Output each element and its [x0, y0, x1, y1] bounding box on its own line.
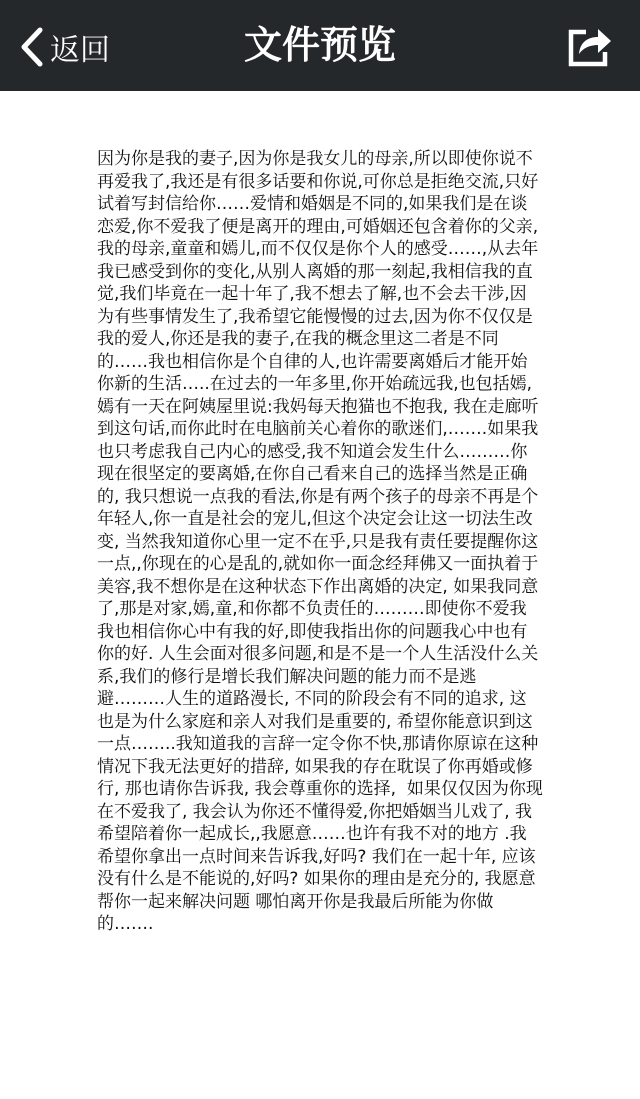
top-navigation-bar [0, 0, 640, 91]
document-body-text: 因为你是我的妻子,因为你是我女儿的母亲,所以即使你说不再爱我了,我还是有很多话要和你说,可你总是拒绝交流,只好试着写封信给你……爱情和婚姻是不同的,如果我们是在谈恋爱,你不爱我了便是离开的理由,可婚姻还包含着你的父亲,我的母亲,童童和嫣儿,而不仅仅是你个人的感受……,从去年我已感受到你的变化,从别人离婚的那一刻起,我相信我的直觉,我们毕竟在一起十年了,我不想去了解,也不会去干涉,因为有些事情发生了,我希望它能慢慢的过去,因为你不仅仅是我的爱人,你还是我的妻子,在我的概念里这二者是不同的……我也相信你是个自律的人,也许需要离婚后才能开始你新的生活…..在过去的一年多里,你开始疏远我,也包括嫣,嫣有一天在阿姨屋里说:我妈每天抱猫也不抱我, 我在走廊听到这句话,而你此时在电脑前关心着你的歌迷们,…….如果我也只考虑我自己内心的感受,我不知道会发生什么………你现在很坚定的要离婚,在你自己看来自己的选择当然是正确的, 我只想说一点我的看法,你是有两个孩子的母亲不再是个年轻人,你一直是社会的宠儿,但这个决定会让这一切法生改变, 当然我知道你心里一定不在乎,只是我有责任要提醒你这一点,,你现在的心是乱的,就如你一面念经拜佛又一面执着于美容,我不想你是在这种状态下作出离婚的决定, 如果我同意了,那是对家,嫣,童,和你都不负责任的………即使你不爱我我也相信你心中有我的好,即使我指出你的问题我心中也有你的好. 人生会面对很多问题,和是不是一个人生活没什么关系,我们的修行是增长我们解决问题的能力而不是逃避………人生的道路漫长, 不同的阶段会有不同的追求, 这也是为什么家庭和亲人对我们是重要的, 希望你能意识到这一点……..我知道我的言辞一定令你不快,那请你原谅在这种情况下我无法更好的措辞, 如果我的存在耽误了你再婚或修行, 那也请你告诉我, 我会尊重你的选择, 如果仅仅因为你现在不爱我了, 我会认为你还不懂得爱,你把婚姻当儿戏了, 我希望陪着你一起成长,,我愿意……也许有我不对的地方 .我希望你拿出一点时间来告诉我,好吗? 我们在一起十年, 应该没有什么是不能说的,好吗? 如果你的理由是充分的, 我愿意帮你一起来解决问题 哪怕离开你是我最后所能为你做的……. [97, 149, 543, 934]
page-title: 文件预览 [243, 23, 396, 67]
back-button[interactable] [18, 25, 110, 69]
chevron-left-icon [18, 27, 44, 67]
share-icon [566, 53, 614, 72]
document-preview-area[interactable] [0, 91, 640, 1099]
back-button-label: 返回 [50, 33, 110, 68]
share-button[interactable] [566, 24, 614, 68]
